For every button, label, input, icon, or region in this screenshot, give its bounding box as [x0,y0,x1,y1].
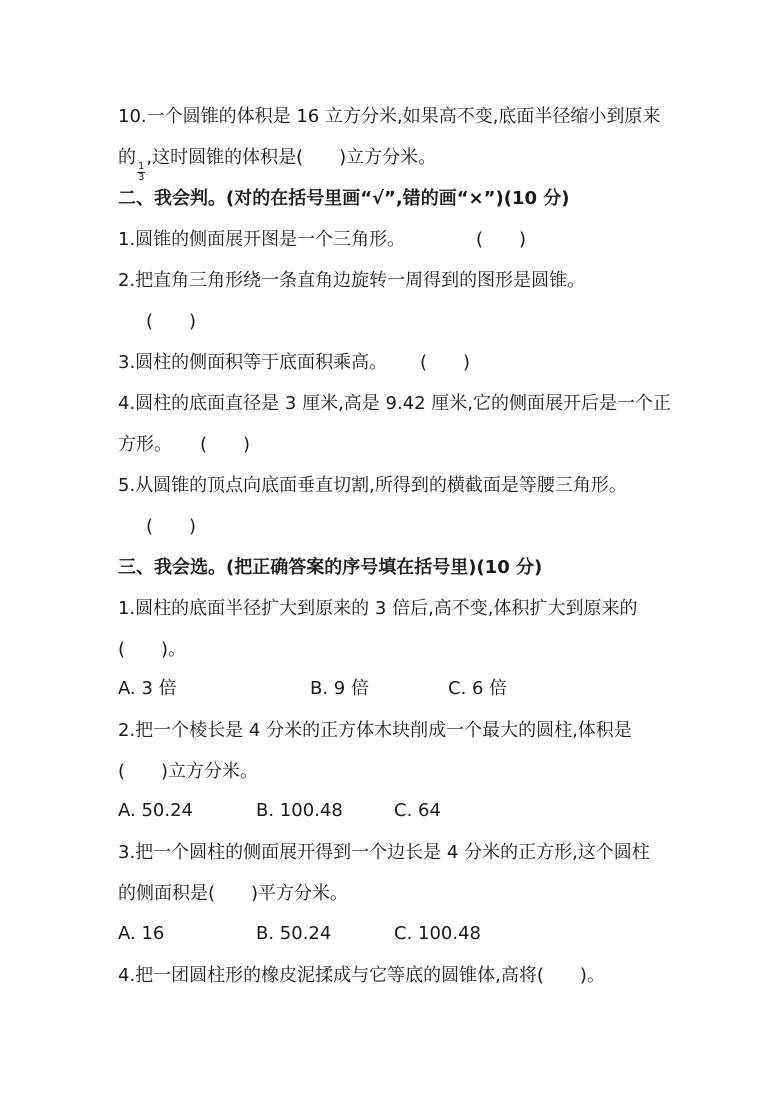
section2-heading: 二、我会判。(对的在括号里画“√”,错的画“×”)(10 分) [118,188,570,209]
s2-item1-text: 1.圆锥的侧面展开图是一个三角形。 [118,229,406,250]
s2-item4-line2 [118,432,251,458]
s3-q1-line2[interactable]: ( )。 [118,639,187,660]
s3-q3-line1: 3.把一个圆柱的侧面展开得到一个边长是 4 分米的正方形,这个圆柱 [118,842,650,863]
s3-q1-option-a[interactable]: A. 3 倍 [118,678,177,699]
s2-item4-bracket[interactable]: ( ) [200,434,251,455]
s2-item4-text: 4.圆柱的底面直径是 3 厘米,高是 9.42 厘米,它的侧面展开后是一个正 [118,393,672,414]
s2-item3-text: 3.圆柱的侧面积等于底面积乘高。 [118,352,388,373]
s3-q2-option-a[interactable]: A. 50.24 [118,800,193,821]
s3-q3-option-c[interactable]: C. 100.48 [394,923,481,944]
s2-item2-text: 2.把直角三角形绕一条直角边旋转一周得到的图形是圆锥。 [118,270,586,291]
s3-q2-options [118,798,678,824]
s2-item3-bracket[interactable]: ( ) [420,352,471,373]
fraction-numerator: 1 [138,161,145,172]
q10-line1: 10.一个圆锥的体积是 16 立方分米,如果高不变,底面半径缩小到原来 [118,106,661,127]
q10-line2 [118,145,436,183]
section3-heading: 三、我会选。(把正确答案的序号填在括号里)(10 分) [118,557,543,578]
s2-item3 [118,350,471,376]
q10-line2-post: ,这时圆锥的体积是( )立方分米。 [146,147,437,168]
s3-q2-option-b[interactable]: B. 100.48 [256,800,343,821]
s2-item2-bracket[interactable]: ( ) [146,311,197,332]
s2-item5-text: 5.从圆锥的顶点向底面垂直切割,所得到的横截面是等腰三角形。 [118,475,627,496]
s3-q3-options [118,921,678,947]
s3-q2-line1: 2.把一个棱长是 4 分米的正方体木块削成一个最大的圆柱,体积是 [118,720,632,741]
s3-q1-options [118,676,678,702]
fraction-one-third [137,162,145,183]
s2-item1 [118,227,527,253]
s2-item1-bracket[interactable]: ( ) [476,229,527,250]
s3-q3-option-a[interactable]: A. 16 [118,923,165,944]
s3-q1-option-b[interactable]: B. 9 倍 [310,678,369,699]
s3-q3-line2[interactable]: 的侧面积是( )平方分米。 [118,883,349,904]
s3-q3-option-b[interactable]: B. 50.24 [256,923,332,944]
s2-item4-text2: 方形。 [118,434,172,455]
s3-q1-option-c[interactable]: C. 6 倍 [448,678,508,699]
s3-q1-line1: 1.圆柱的底面半径扩大到原来的 3 倍后,高不变,体积扩大到原来的 [118,598,638,619]
s3-q2-line2[interactable]: ( )立方分米。 [118,761,259,782]
s2-item5-bracket[interactable]: ( ) [146,516,197,537]
q10-line2-pre: 的 [118,147,136,168]
fraction-denominator: 3 [138,172,145,183]
s3-q2-option-c[interactable]: C. 64 [394,800,441,821]
s3-q4-line1[interactable]: 4.把一团圆柱形的橡皮泥揉成与它等底的圆锥体,高将( )。 [118,965,605,986]
